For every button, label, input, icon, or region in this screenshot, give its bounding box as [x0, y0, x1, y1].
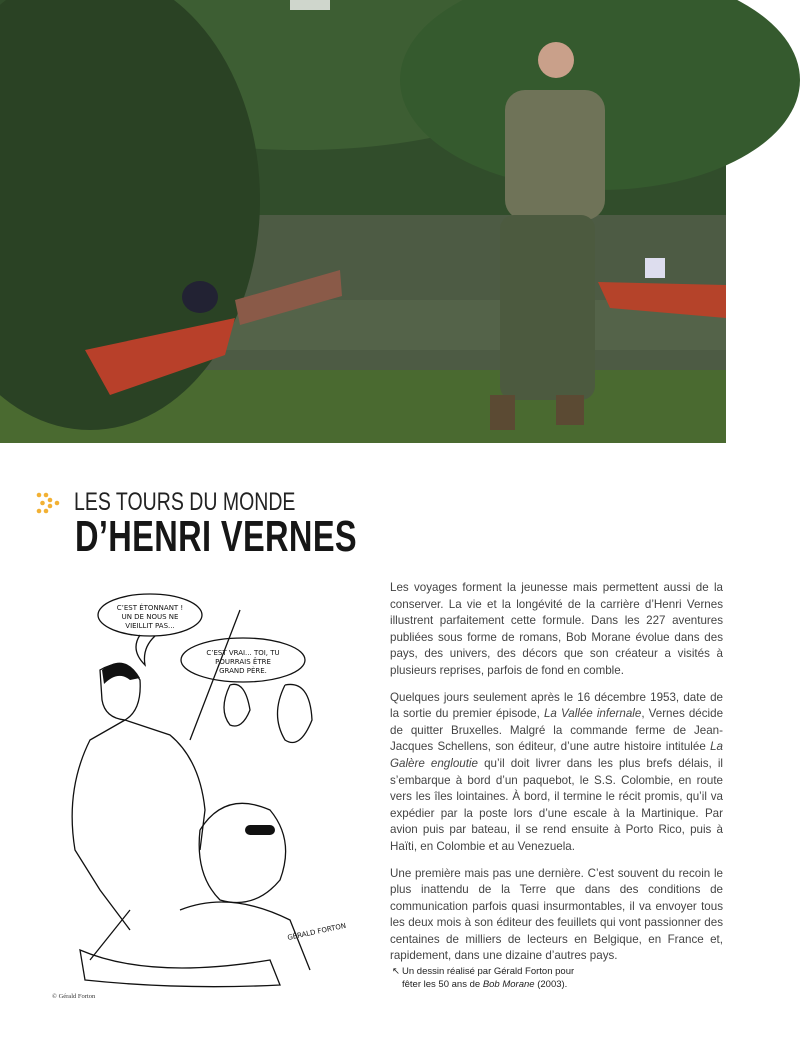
image-credit: © Gérald Forton — [52, 993, 96, 1000]
river-photo-illustration — [0, 0, 726, 443]
image-caption: ↖ Un dessin réalisé par Gérald Forton pour fêter les 50 ans de Bob Morane (2003). — [392, 966, 575, 990]
article-headline: D’HENRI VERNES — [75, 512, 357, 561]
arrow-up-left-icon: ↖ — [392, 966, 400, 977]
bubble1-line2: UN DE NOUS NE — [121, 613, 179, 621]
bubble2-line2: POURRAIS ÊTRE — [215, 658, 271, 666]
bubble2-line3: GRAND PÈRE. — [219, 667, 267, 675]
book-title: La Galère engloutie — [390, 740, 723, 770]
hero-photo — [0, 0, 726, 443]
bubble1-line1: C’EST ÉTONNANT ! — [116, 604, 184, 612]
paragraph-3: Une première mais pas une dernière. C’est souvent du recoin le plus inattendu de la Terre que dans des conditions de communication parfois quasi insurmontables, il va envoyer tous les deux mois à son éditeur des feuillets qui vont passionner des centaines de milliers de lecteurs en Belgique, en France et, rapidement, dans une dizaine d’autres pays. — [390, 866, 723, 963]
bubble1-line3: VIEILLIT PAS... — [125, 622, 175, 630]
article-body — [390, 580, 723, 975]
kicker-text: LES TOURS DU MONDE — [74, 488, 296, 516]
comic-illustration — [30, 590, 347, 995]
bubble2-line1: C’EST VRAI... TOI, TU — [206, 649, 280, 657]
artist-signature: GÉRALD FORTON — [286, 921, 347, 942]
book-title: La Vallée infernale — [543, 707, 642, 721]
paragraph-2: Quelques jours seulement après le 16 décembre 1953, date de la sortie du premier épisode, La Vallée infernale, Vernes décide de quitter Bruxelles. Malgré la commande ferme de Jean-Jacques Schellens, son éditeur, d’une autre histoire intitulée La Galère engloutie qu’il doit livrer dans les plus brefs délais, il s’embarque à bord d’un paquebot, le S.S. Colombie, en route vers les îles lointaines. À bord, il termine le récit promis, qu’il va expédier par la poste lors d’une escale à la Martinique. Par avion puis par bateau, il se rend ensuite à Porto Rico, puis à Haïti, en Colombie et au Venezuela. — [390, 690, 724, 853]
dots-arrow-icon — [36, 492, 66, 514]
paragraph-1: Les voyages forment la jeunesse mais permettent aussi de la conserver. La vie et la longévité de la carrière d’Henri Vernes illustrent parfaitement cette formule. Dans les 227 aventures publiées sous forme de romans, Bob Morane évolue dans des pays, des univers, des décors que son créateur a visités à plusieurs reprises, parfois de fond en comble. — [390, 581, 723, 677]
forton-drawing — [30, 590, 347, 990]
